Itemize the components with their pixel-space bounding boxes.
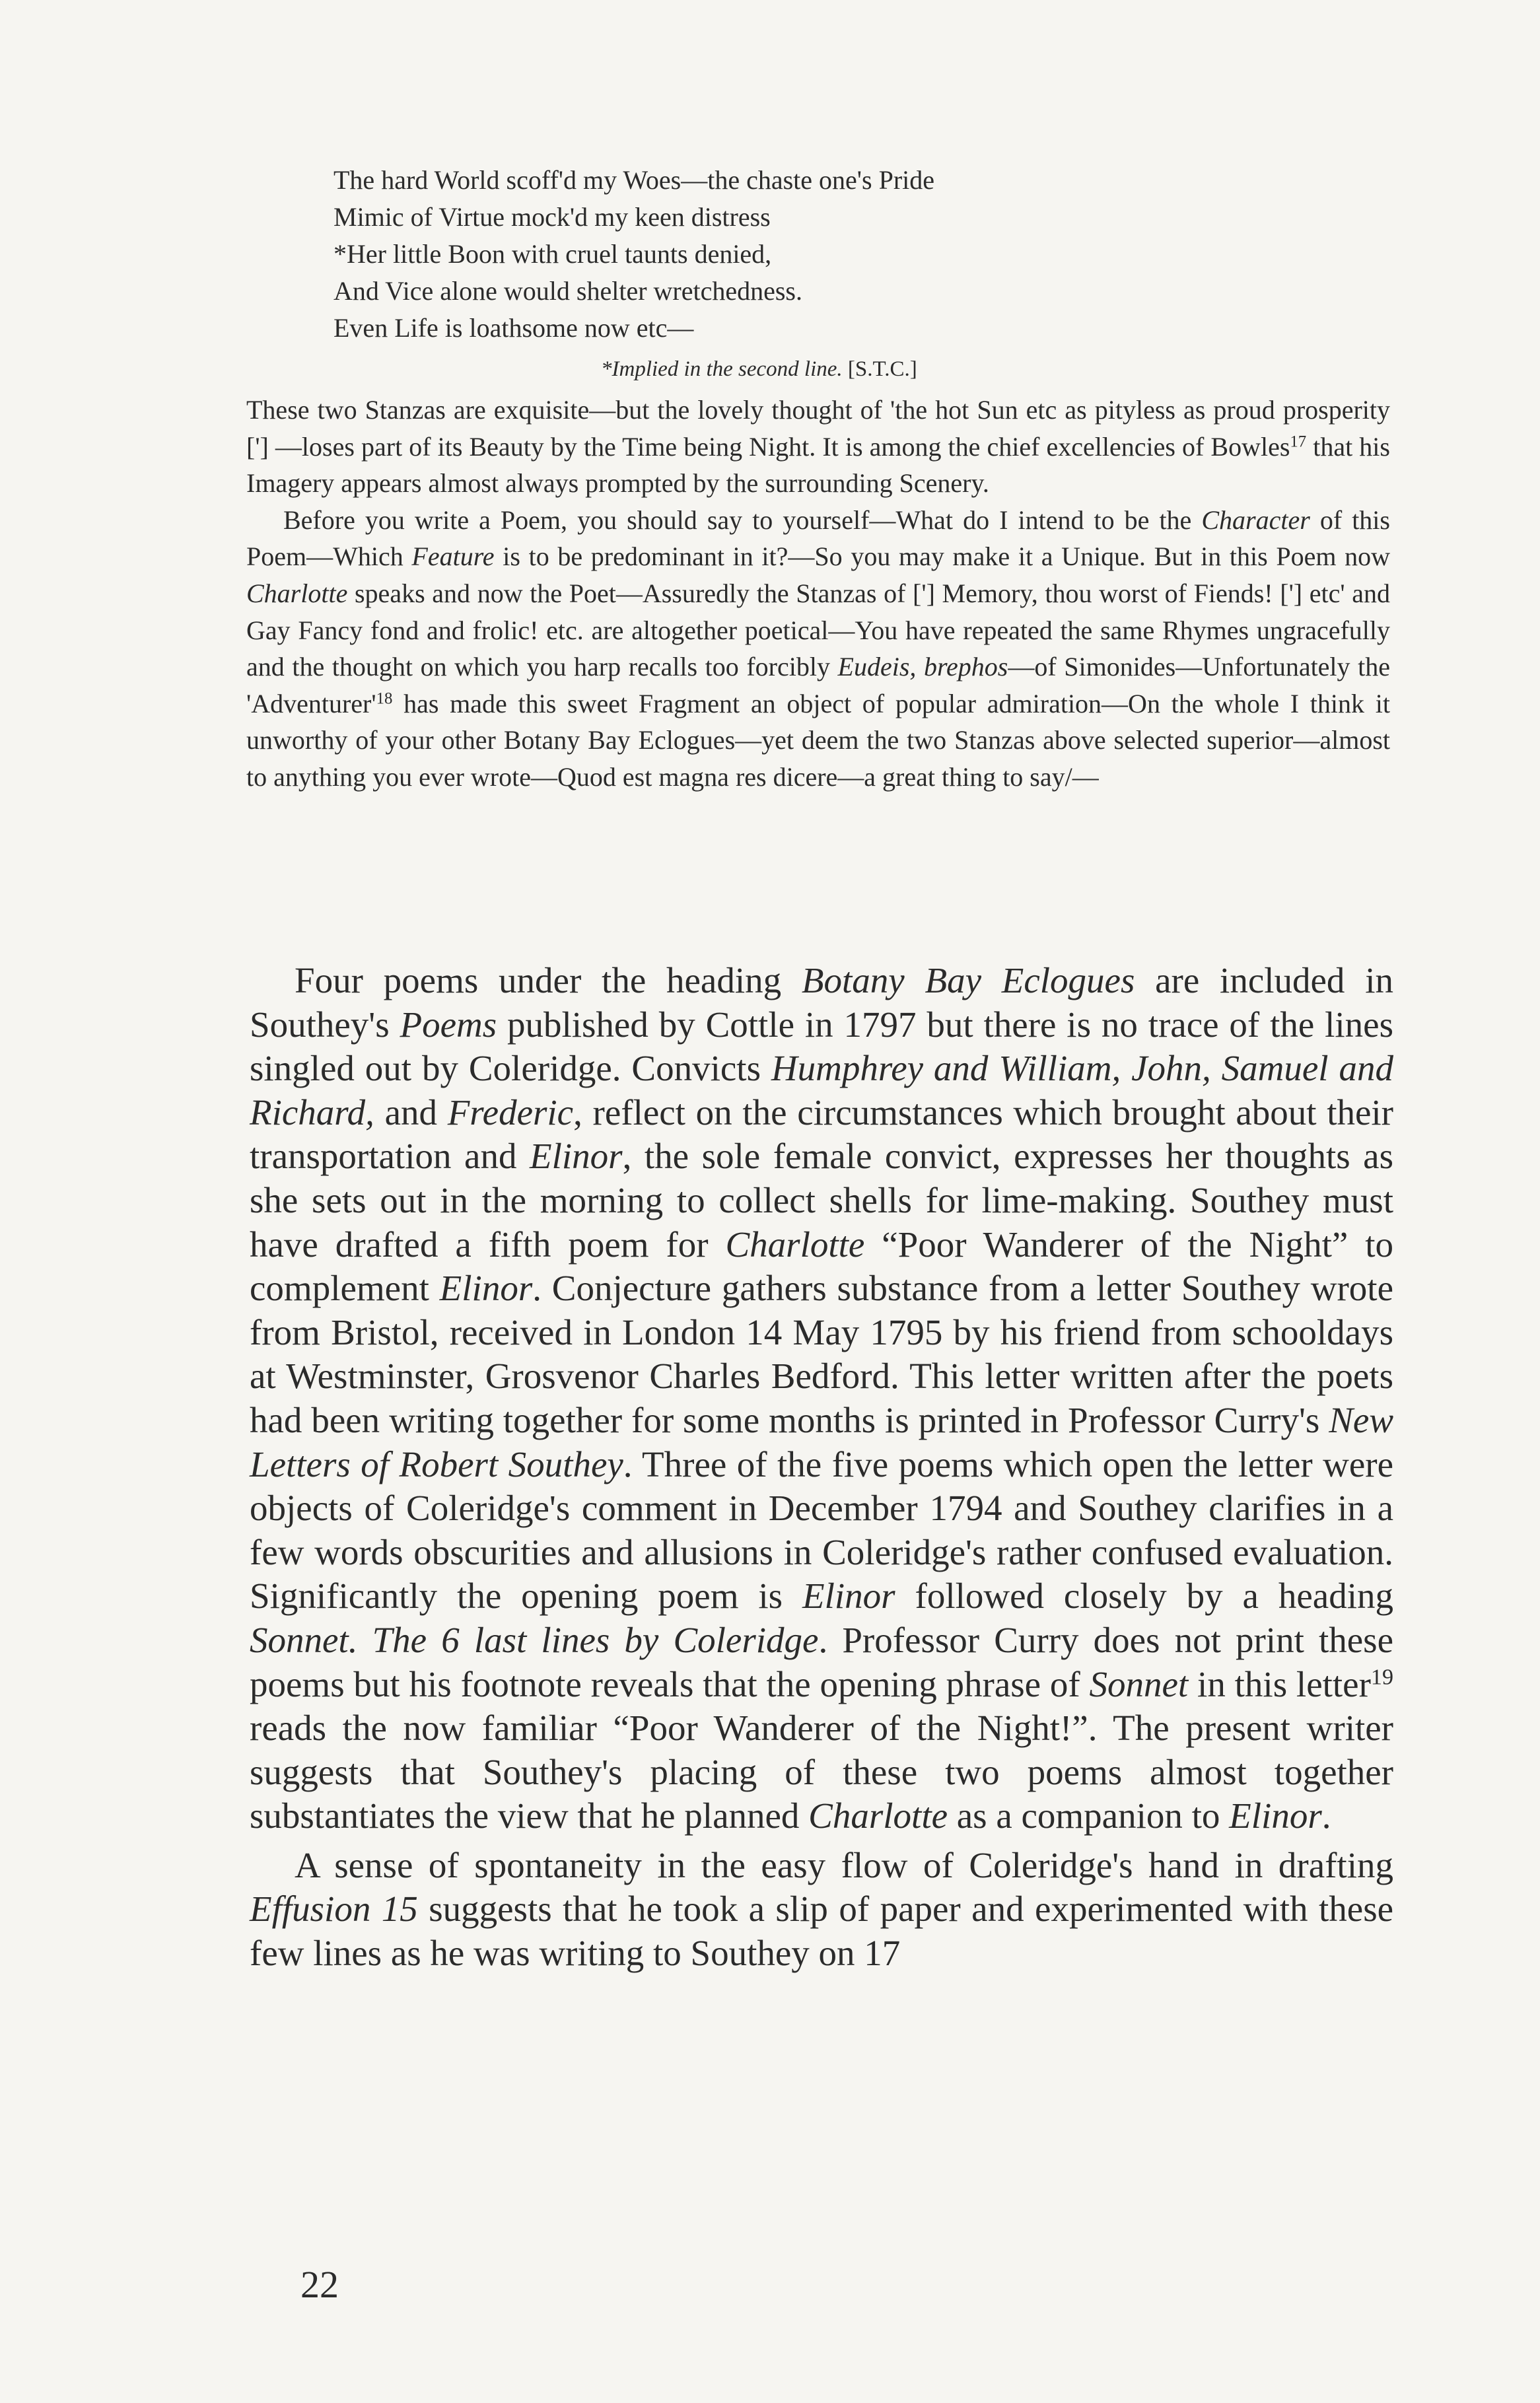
text-run: , reflect on the circumstances which brought about their transportation and (250, 1092, 1393, 1177)
text-run: and (374, 1092, 448, 1132)
italic-run: Effusion 15 (250, 1889, 418, 1930)
text-run: are included in Southey's (250, 960, 1393, 1045)
text-run: . (1321, 1795, 1331, 1836)
page-number: 22 (300, 2263, 339, 2306)
verse-line: And Vice alone would shelter wretchedness. (333, 276, 802, 306)
italic-run: Eudeis, brephos (837, 652, 1008, 682)
text-run: These two Stanzas are exquisite—but the lovely thought of 'the hot Sun etc as pityless as proud prosperity ['] —loses part of its Beauty by the Time being Night. It is among the chief excellencies of Bowles (246, 395, 1390, 462)
letter-extract (246, 392, 1390, 796)
main-text (250, 959, 1393, 1976)
text-run: , the sole female convict, expresses her thoughts as she sets out in the morning to collect shells for lime-making. Southey must have drafted a fifth poem for (250, 1136, 1393, 1265)
footnote-ref-18: 18 (376, 689, 393, 708)
italic-run: Charlotte (725, 1224, 865, 1265)
text-run: Four poems under the heading (295, 960, 802, 1000)
italic-run: Charlotte (246, 578, 348, 608)
body-paragraph-2 (250, 1844, 1393, 1976)
verse-footnote-initials: [S.T.C.] (842, 357, 917, 381)
text-run: is to be predominant in it?—So you may make it a Unique. But in this Poem now (494, 541, 1391, 572)
text-run: reads the now familiar “Poor Wanderer of the Night!”. The present writer suggests that Southey's placing of these two poems almost together substantiates the view that he planned (250, 1708, 1393, 1836)
text-run: that his Imagery appears almost always prompted by the surrounding Scenery. (246, 431, 1390, 499)
italic-run: Sonnet. The 6 last lines by Coleridge (250, 1619, 819, 1660)
text-run: followed closely by a heading (895, 1576, 1393, 1617)
text-run: speaks and now the Poet—Assuredly the Stanzas of ['] Memory, thou worst of Fiends! ['] etc' and Gay Fancy fond and frolic! etc. are altogether poetical—You have repeated the same Rhymes ungracefully and the thought on which you harp recalls too forcibly (246, 578, 1390, 682)
text-run: as a companion to (948, 1795, 1230, 1836)
text-run: published by Cottle in 1797 but there is no trace of the lines singled out by Coleridge. Convicts (250, 1004, 1393, 1089)
text-run: has made this sweet Fragment an object of popular admiration—On the whole I think it unworthy of your other Botany Bay Eclogues—yet deem the two Stanzas above selected superior—almost to anything you ever wrote—Quod est magna res dicere—a great thing to say/— (246, 688, 1390, 792)
body-paragraph-1 (250, 959, 1393, 1838)
text-run: . Professor Curry does not print these poems but his footnote reveals that the opening phrase of (250, 1619, 1393, 1704)
italic-run: Elinor (1229, 1795, 1322, 1836)
verse-line: *Her little Boon with cruel taunts denied, (333, 239, 772, 269)
quoted-verse (333, 162, 934, 388)
text-run: in this letter (1188, 1663, 1371, 1704)
italic-run: Sonnet (1089, 1663, 1189, 1704)
verse-line: The hard World scoff'd my Woes—the chaste one's Pride (333, 165, 934, 195)
italic-run: Charlotte (808, 1795, 948, 1836)
text-run: of this Poem—Which (246, 505, 1390, 572)
text-run: . Three of the five poems which open the letter were objects of Coleridge's comment in December 1794 and Southey clarifies in a few words obscurities and allusions in Coleridge's rather confused evaluation. Significantly the opening poem is (250, 1444, 1394, 1617)
verse-line: Even Life is loathsome now etc— (333, 313, 694, 343)
italic-run: Poems (400, 1004, 497, 1045)
letter-paragraph-2 (246, 502, 1390, 796)
italic-run: Feature (411, 541, 495, 572)
text-run: . Conjecture gathers substance from a letter Southey wrote from Bristol, received in London 14 May 1795 by his friend from schooldays at Westminster, Grosvenor Charles Bedford. This letter written after the poets had been writing together for some months is printed in Professor Curry's (250, 1268, 1394, 1440)
text-run: A sense of spontaneity in the easy flow of Coleridge's hand in drafting (295, 1844, 1393, 1885)
italic-run: Humphrey and William, John, Samuel and Richard, (250, 1048, 1393, 1132)
text-run: suggests that he took a slip of paper and experimented with these few lines as he was writing to Southey on 17 (250, 1889, 1394, 1974)
text-run: Before you write a Poem, you should say to yourself—What do I intend to be the (283, 505, 1202, 535)
italic-run: Elinor (802, 1576, 895, 1617)
text-run: “Poor Wanderer of the Night” to complement (250, 1224, 1393, 1309)
italic-run: Character (1201, 505, 1310, 535)
italic-run: New Letters of Robert Southey (250, 1399, 1393, 1484)
italic-run: Elinor (439, 1268, 533, 1309)
italic-run: Botany Bay Eclogues (801, 960, 1135, 1000)
verse-footnote (601, 351, 934, 388)
verse-footnote-italic: *Implied in the second line. (601, 357, 843, 381)
footnote-ref-19: 19 (1370, 1664, 1393, 1689)
letter-paragraph-1 (246, 392, 1390, 502)
footnote-ref-17: 17 (1290, 432, 1307, 450)
text-run: —of Simonides—Unfortunately the 'Adventurer' (246, 652, 1390, 718)
italic-run: Frederic (447, 1092, 574, 1132)
verse-line: Mimic of Virtue mock'd my keen distress (333, 202, 771, 232)
italic-run: Elinor (530, 1136, 623, 1177)
